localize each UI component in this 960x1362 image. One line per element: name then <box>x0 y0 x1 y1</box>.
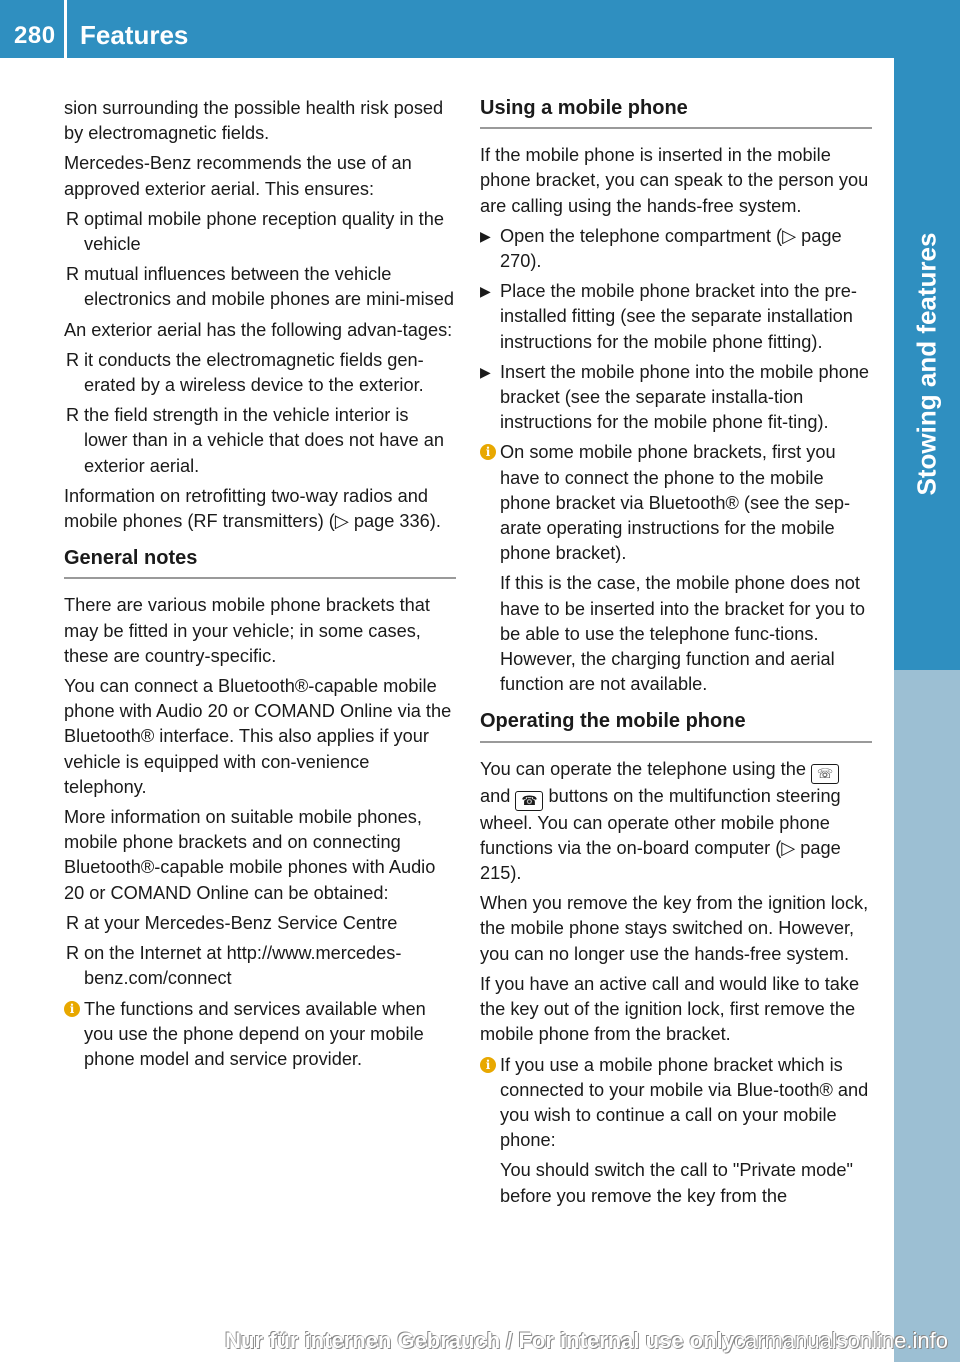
paragraph: An exterior aerial has the following advan-tages: <box>64 319 453 340</box>
info-note <box>480 440 872 697</box>
list-item: R the field strength in the vehicle interior is lower than in a vehicle that does not have an exterior aerial. <box>66 405 444 476</box>
paragraph: You can operate the telephone using the ☏ and ☎ buttons on the multifunction steering wheel. You can operate other mobile phone functions via the on-board computer (▷ page 215). <box>480 758 841 884</box>
heading-general-notes: General notes <box>64 546 456 579</box>
step-arrow-icon: ▶ <box>480 283 491 300</box>
list-item: R optimal mobile phone reception quality in the vehicle <box>66 208 444 255</box>
paragraph: Information on retrofitting two-way radios and mobile phones (RF transmitters) (▷ page 336). <box>64 485 441 532</box>
list-item: R it conducts the electromagnetic fields gen-erated by a wireless device to the exterior. <box>66 349 424 396</box>
bullet-icon: R <box>66 264 80 285</box>
step-arrow-icon: ▶ <box>480 363 491 380</box>
bullet-icon: R <box>66 208 80 229</box>
paragraph: More information on suitable mobile phones, mobile phone brackets and on connecting Bluetooth®-capable mobile phones with Audio 20 or COMAND Online can be obtained: <box>64 807 436 903</box>
phone-accept-icon: ☏ <box>811 764 839 784</box>
list-item: R at your Mercedes-Benz Service Centre <box>64 911 456 936</box>
header-divider <box>64 0 67 58</box>
bullet-icon: R <box>66 349 80 370</box>
left-column <box>64 96 456 1077</box>
info-icon: i <box>64 1001 80 1017</box>
page-header <box>0 0 960 58</box>
list-item: R on the Internet at http://www.mercedes-benz.com/connect <box>66 943 402 989</box>
chapter-strip <box>894 670 960 1362</box>
paragraph: Mercedes-Benz recommends the use of an approved exterior aerial. This ensures: <box>64 153 412 199</box>
paragraph: If the mobile phone is inserted in the mobile phone bracket, you can speak to the person you are calling using the hands-free system. <box>480 145 869 216</box>
bullet-icon: R <box>66 943 80 964</box>
paragraph: You should switch the call to "Private mode" before you remove the key from the <box>500 1160 853 1206</box>
paragraph: If you use a mobile phone bracket which is connected to your mobile via Blue-tooth® and you wish to continue a call on your mobile phone: <box>500 1054 869 1151</box>
info-note: i The functions and services available when you use the phone depend on your mobile phone model and service provider. <box>64 997 456 1073</box>
instruction-step: ▶ Insert the mobile phone into the mobile phone bracket (see the separate installa-tion instructions for the mobile phone fit-ting). <box>480 361 870 433</box>
bullet-icon: R <box>66 912 80 933</box>
paragraph: If you have an active call and would like to take the key out of the ignition lock, first remove the mobile phone from the bracket. <box>480 973 860 1045</box>
paragraph: On some mobile phone brackets, first you have to connect the phone to the mobile phone bracket via Bluetooth® (see the sep-arate operating instructions for the mobile phone bracket). <box>500 442 851 564</box>
chapter-tab-label: Stowing and features <box>911 232 942 496</box>
instruction-step: ▶ Place the mobile phone bracket into the pre-installed fitting (see the separate installation instructions for the mobile phone fitting). <box>480 281 857 352</box>
step-arrow-icon: ▶ <box>480 227 491 244</box>
site-watermark: carmanualsonline.info <box>733 1328 948 1353</box>
page-number: 280 <box>14 22 56 49</box>
chapter-tab <box>894 58 960 670</box>
info-icon: i <box>480 444 496 460</box>
heading-operating-mobile-phone: Operating the mobile phone <box>480 709 872 742</box>
info-icon: i <box>480 1057 496 1073</box>
list-item: R mutual influences between the vehicle electronics and mobile phones are mini-mised <box>66 264 454 310</box>
paragraph: There are various mobile phone brackets that may be fitted in your vehicle; in some cases, these are country-specific. <box>64 595 430 666</box>
section-title: Features <box>80 20 189 50</box>
paragraph: When you remove the key from the ignition lock, the mobile phone stays switched on. However, you can no longer use the hands-free system. <box>480 893 869 964</box>
paragraph: sion surrounding the possible health risk posed by electromagnetic fields. <box>64 98 444 144</box>
instruction-step: ▶ Open the telephone compartment (▷ page 270). <box>480 225 842 272</box>
paragraph: You can connect a Bluetooth®-capable mobile phone with Audio 20 or COMAND Online via the Bluetooth® interface. This also applies if your vehicle is equipped with con-venience telephony. <box>64 676 452 797</box>
paragraph: If this is the case, the mobile phone does not have to be inserted into the bracket for you to be able to use the telephone func-tions. However, the charging function and aerial function are not available. <box>500 573 865 695</box>
right-column <box>480 96 872 1214</box>
heading-using-mobile-phone: Using a mobile phone <box>480 96 872 129</box>
info-note <box>480 1053 872 1209</box>
internal-use-watermark: Nur für internen Gebrauch / For internal use only <box>225 1328 735 1353</box>
bullet-icon: R <box>66 405 80 426</box>
phone-reject-icon: ☎ <box>515 791 543 811</box>
